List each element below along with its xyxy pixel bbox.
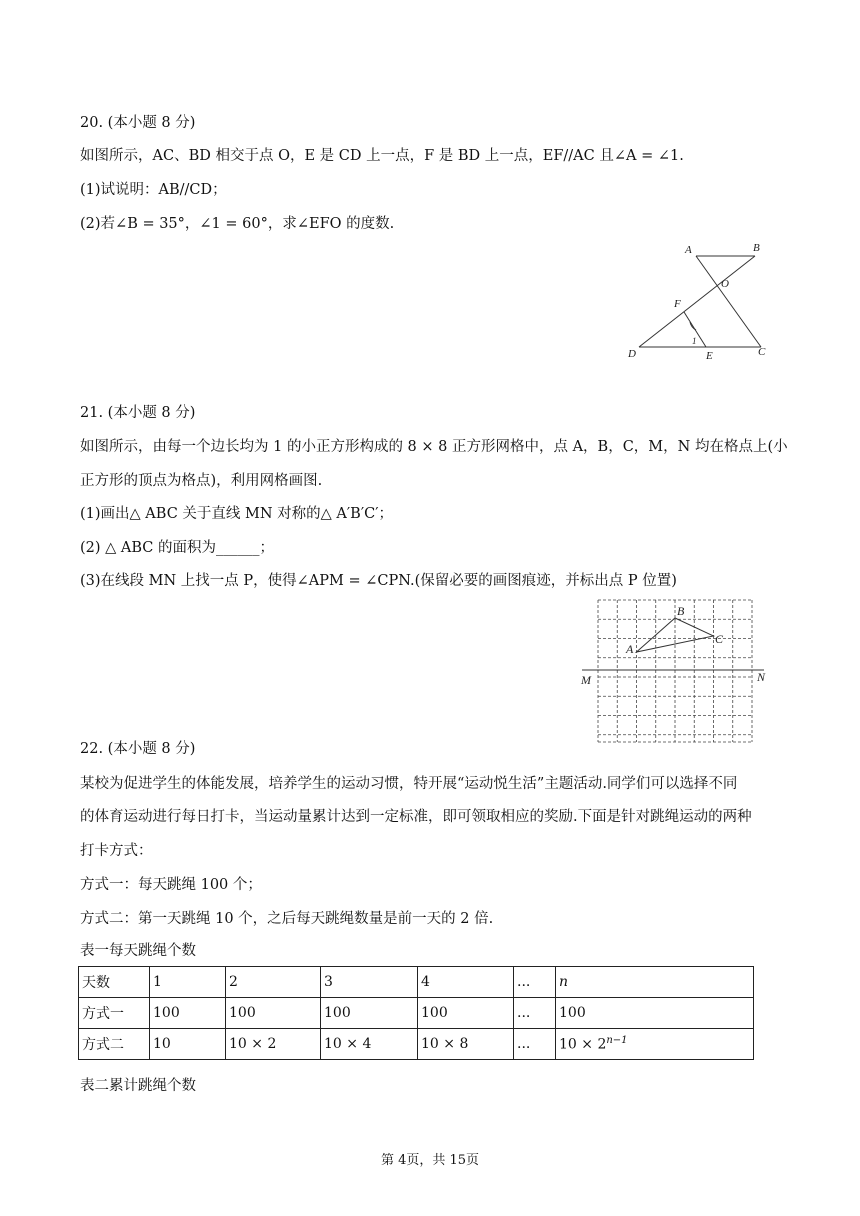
table-cell: 10 × 4 xyxy=(321,1029,418,1060)
fig21-label-m: M xyxy=(581,673,591,687)
q20-figure xyxy=(620,236,780,368)
q22-para3: 打卡方式： xyxy=(80,843,153,859)
q22-table2-title: 表二累计跳绳个数 xyxy=(80,1078,196,1094)
table-row xyxy=(79,1029,754,1060)
q22-para2: 的体育运动进行每日打卡，当运动量累计达到一定标准，即可领取相应的奖励.下面是针对跳绳运动的两种 xyxy=(80,809,752,825)
fig20-label-b: B xyxy=(753,242,760,254)
table-cell: 100 xyxy=(150,998,226,1029)
formula-exponent: n−1 xyxy=(606,1035,628,1047)
fig20-angle-1: 1 xyxy=(692,336,697,346)
q20-part2: (2)若∠B = 35°，∠1 = 60°，求∠EFO 的度数. xyxy=(80,216,395,232)
table-cell: 方式二 xyxy=(79,1029,150,1060)
fig20-label-a: A xyxy=(685,244,692,256)
q21-part2: (2) △ ABC 的面积为______； xyxy=(80,540,275,556)
q21-stem-line2: 正方形的顶点为格点)，利用网格画图. xyxy=(80,473,323,489)
table-cell: 4 xyxy=(418,967,514,998)
fig20-label-o: O xyxy=(721,278,729,290)
table-row xyxy=(79,967,754,998)
q22-table1 xyxy=(78,966,754,1060)
q21-stem-line1: 如图所示，由每一个边长均为 1 的小正方形构成的 8 × 8 正方形网格中，点 A，B，C，M，N 均在格点上(小 xyxy=(80,439,788,455)
q22-para1: 某校为促进学生的体能发展，培养学生的运动习惯，特开展“运动悦生活”主题活动.同学们可以选择不同 xyxy=(80,776,738,792)
table-cell: 100 xyxy=(418,998,514,1029)
page-footer: 第 4页，共 15页 xyxy=(380,1153,480,1168)
table-cell: 100 xyxy=(226,998,321,1029)
fig20-label-e: E xyxy=(706,350,713,362)
table-cell: 10 xyxy=(150,1029,226,1060)
table-row xyxy=(79,998,754,1029)
q22-method1: 方式一：每天跳绳 100 个； xyxy=(80,877,262,893)
fig21-label-b: B xyxy=(677,604,685,618)
table-cell: ... xyxy=(514,1029,556,1060)
q21-part1: (1)画出△ ABC 关于直线 MN 对称的△ A′B′C′； xyxy=(80,506,394,522)
fig20-label-d: D xyxy=(628,348,636,360)
q20-stem: 如图所示，AC、BD 相交于点 O，E 是 CD 上一点，F 是 BD 上一点，EF//AC 且∠A = ∠1. xyxy=(80,148,684,164)
table-cell-formula xyxy=(556,1029,754,1060)
table-cell: ... xyxy=(514,967,556,998)
q22-header: 22. (本小题 8 分) xyxy=(80,741,196,757)
fig21-label-a: A xyxy=(626,642,634,656)
table-cell: 100 xyxy=(556,998,754,1029)
table-cell: ... xyxy=(514,998,556,1029)
q21-part3: (3)在线段 MN 上找一点 P，使得∠APM = ∠CPN.(保留必要的画图痕迹，并标出点 P 位置) xyxy=(80,573,677,589)
fig21-label-c: C xyxy=(715,632,724,646)
fig20-label-c: C xyxy=(758,346,766,358)
q21-grid-figure xyxy=(578,596,774,748)
formula-base: 10 × 2 xyxy=(559,1036,607,1053)
fig20-label-f: F xyxy=(674,298,681,310)
table-cell: 天数 xyxy=(79,967,150,998)
table-cell: 3 xyxy=(321,967,418,998)
table-cell: 1 xyxy=(150,967,226,998)
q21-header: 21. (本小题 8 分) xyxy=(80,405,196,421)
table-cell: 2 xyxy=(226,967,321,998)
table-cell: 方式一 xyxy=(79,998,150,1029)
q20-header: 20. (本小题 8 分) xyxy=(80,115,196,131)
table-cell: 10 × 2 xyxy=(226,1029,321,1060)
q22-method2: 方式二：第一天跳绳 10 个，之后每天跳绳数量是前一天的 2 倍. xyxy=(80,911,494,927)
fig21-label-n: N xyxy=(757,670,766,684)
q20-part1: (1)试说明：AB//CD； xyxy=(80,182,227,198)
q22-table1-title: 表一每天跳绳个数 xyxy=(80,943,196,959)
table-cell: 10 × 8 xyxy=(418,1029,514,1060)
table-cell: n xyxy=(556,967,754,998)
table-cell: 100 xyxy=(321,998,418,1029)
